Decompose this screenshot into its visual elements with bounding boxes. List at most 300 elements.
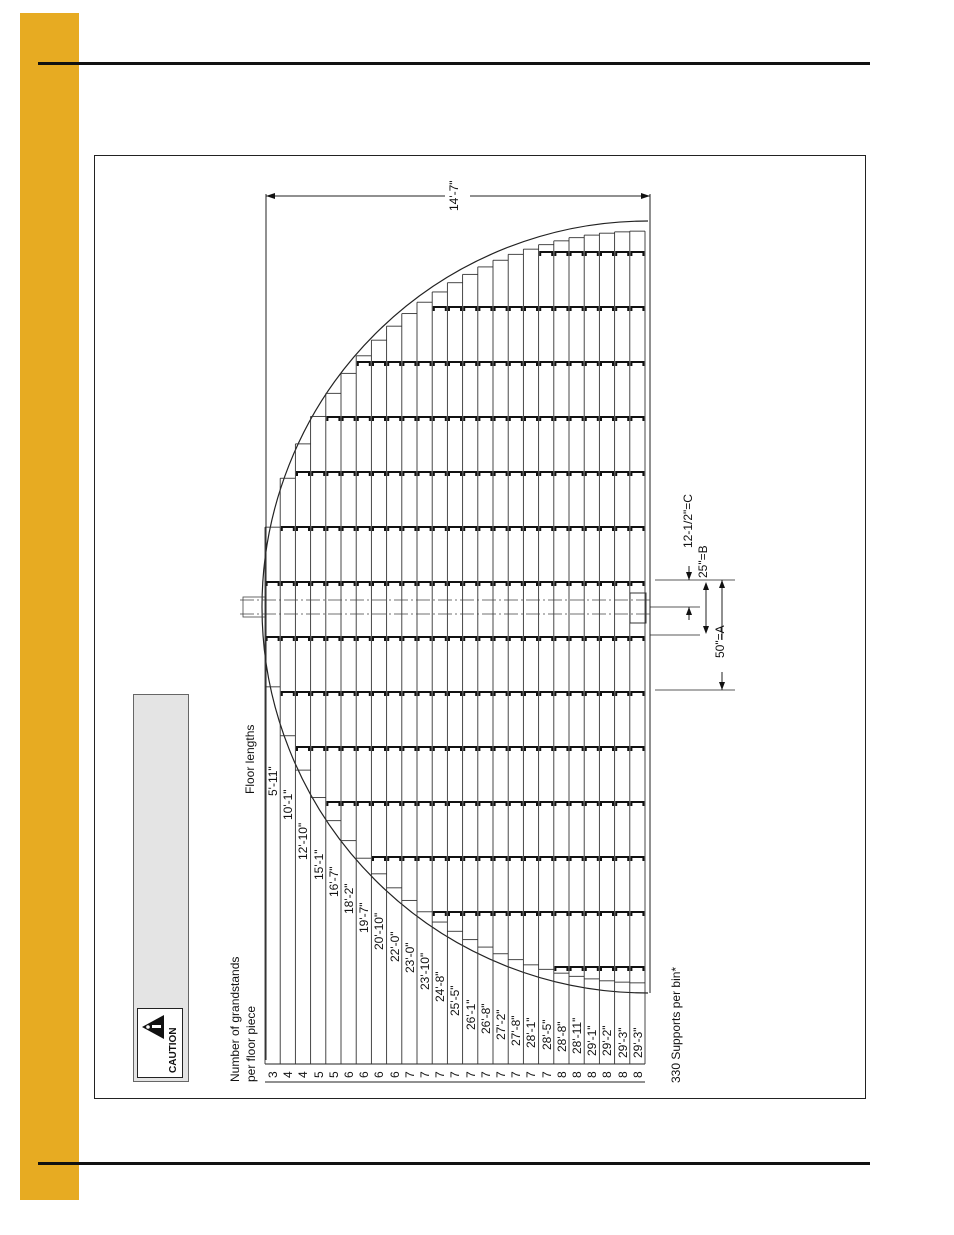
grandstand-support: [510, 417, 522, 421]
grandstand-count: 4: [296, 1071, 311, 1078]
arrowhead: [686, 572, 692, 580]
grandstand-support: [631, 252, 643, 256]
grandstand-support: [464, 472, 476, 476]
grandstand-support: [449, 527, 461, 531]
grandstand-support: [495, 802, 507, 806]
grandstand-support: [297, 527, 309, 531]
grandstand-support: [434, 417, 446, 421]
grandstand-support: [479, 527, 491, 531]
grandstand-support: [555, 692, 567, 696]
grandstand-support: [616, 912, 628, 916]
grandstand-support: [525, 582, 537, 586]
grandstand-support: [631, 582, 643, 586]
grandstand-count: 3: [266, 1071, 280, 1078]
grandstand-support: [403, 637, 415, 641]
grandstand-support: [358, 692, 370, 696]
grandstand-support: [479, 802, 491, 806]
grandstand-support: [419, 802, 431, 806]
grandstand-support: [631, 637, 643, 641]
grandstand-support: [449, 637, 461, 641]
grandstand-support: [555, 967, 567, 971]
grandstand-count: 8: [554, 1071, 569, 1078]
grandstand-support: [631, 802, 643, 806]
floor-length: 29'-3": [615, 1027, 630, 1058]
grandstand-support: [495, 637, 507, 641]
grandstand-support: [540, 307, 552, 311]
grandstand-support: [631, 747, 643, 751]
grandstand-support: [495, 747, 507, 751]
dimension-b-label: 25"=B: [696, 545, 710, 578]
grandstand-support: [327, 692, 339, 696]
grandstand-support: [586, 527, 598, 531]
grandstand-support: [601, 417, 613, 421]
floor-length: 19'-7": [357, 902, 372, 933]
grandstand-support: [631, 417, 643, 421]
floor-length: 25'-5": [448, 985, 463, 1016]
grandstand-support: [403, 417, 415, 421]
grandstand-support: [571, 912, 583, 916]
grandstand-support: [601, 967, 613, 971]
grandstand-support: [449, 802, 461, 806]
grandstand-support: [327, 637, 339, 641]
grandstand-support: [616, 582, 628, 586]
grandstand-support: [479, 362, 491, 366]
grandstand-support: [419, 637, 431, 641]
grandstand-count: 6: [357, 1071, 372, 1078]
grandstand-support: [434, 692, 446, 696]
grandstand-support: [525, 747, 537, 751]
grandstand-support: [312, 692, 324, 696]
grandstand-support: [525, 692, 537, 696]
grandstand-support: [510, 857, 522, 861]
grandstand-support: [388, 582, 400, 586]
grandstand-support: [555, 307, 567, 311]
grandstand-support: [479, 692, 491, 696]
grandstand-support: [327, 527, 339, 531]
grandstand-support: [373, 582, 385, 586]
grandstand-support: [373, 692, 385, 696]
floor-lengths-header: Floor lengths: [243, 724, 257, 794]
grandstand-support: [616, 362, 628, 366]
grandstand-support: [312, 472, 324, 476]
grandstand-support: [525, 912, 537, 916]
floor-length: 26'-1": [463, 999, 478, 1030]
grandstand-support: [631, 857, 643, 861]
grandstand-count: 8: [570, 1071, 584, 1078]
grandstand-count: 7: [402, 1071, 417, 1078]
floor-length: 27'-2": [494, 1009, 508, 1040]
grandstand-support: [510, 802, 522, 806]
grandstand-support: [434, 802, 446, 806]
floor-length: 22'-0": [387, 931, 402, 962]
grandstand-support: [343, 527, 355, 531]
grandstand-support: [388, 692, 400, 696]
grandstand-support: [388, 637, 400, 641]
grandstand-count: 7: [418, 1071, 432, 1078]
grandstand-support: [601, 637, 613, 641]
grandstand-support: [525, 637, 537, 641]
grandstand-support: [616, 967, 628, 971]
grandstand-support: [373, 747, 385, 751]
grandstand-support: [464, 637, 476, 641]
grandstand-count: 6: [387, 1071, 402, 1078]
grandstand-support: [510, 307, 522, 311]
grandstand-support: [540, 252, 552, 256]
grandstand-support: [525, 307, 537, 311]
arrowhead: [719, 682, 725, 690]
grandstand-support: [388, 472, 400, 476]
grandstand-support: [540, 527, 552, 531]
grandstand-support: [586, 582, 598, 586]
grandstand-support: [312, 582, 324, 586]
grandstand-support: [373, 802, 385, 806]
grandstand-support: [464, 912, 476, 916]
grandstand-support: [571, 417, 583, 421]
grandstand-support: [571, 747, 583, 751]
grandstand-support: [586, 692, 598, 696]
grandstand-support: [297, 582, 309, 586]
grandstand-support: [616, 417, 628, 421]
floor-length: 26'-8": [478, 1003, 493, 1034]
grandstand-support: [464, 857, 476, 861]
grandstand-support: [555, 472, 567, 476]
grandstand-support: [571, 252, 583, 256]
grandstand-support: [464, 747, 476, 751]
grandstand-support: [343, 747, 355, 751]
grandstand-support: [586, 857, 598, 861]
grandstand-support: [282, 582, 294, 586]
grandstand-support: [571, 472, 583, 476]
grandstand-support: [388, 417, 400, 421]
grandstand-support: [586, 637, 598, 641]
grandstand-support: [403, 692, 415, 696]
grandstand-support: [419, 472, 431, 476]
floor-length: 29'-3": [630, 1027, 645, 1058]
grandstand-support: [449, 307, 461, 311]
grandstand-support: [631, 472, 643, 476]
grandstand-support: [464, 417, 476, 421]
grandstand-support: [464, 307, 476, 311]
grandstand-support: [601, 692, 613, 696]
floor-length: 28'-11": [570, 1017, 584, 1054]
floor-length: 29'-1": [585, 1025, 600, 1056]
grandstand-support: [434, 637, 446, 641]
grandstand-support: [419, 747, 431, 751]
grandstand-support: [434, 307, 446, 311]
grandstand-support: [555, 362, 567, 366]
grandstand-count: 8: [585, 1071, 600, 1078]
grandstand-support: [312, 747, 324, 751]
grandstand-support: [601, 252, 613, 256]
grandstand-support: [388, 857, 400, 861]
grandstand-support: [555, 857, 567, 861]
grandstand-count: 4: [281, 1071, 296, 1078]
supports-note: 330 Supports per bin*: [669, 966, 683, 1083]
grandstand-support: [601, 802, 613, 806]
grandstand-support: [419, 417, 431, 421]
grandstand-support: [540, 472, 552, 476]
grandstand-support: [495, 417, 507, 421]
grandstand-support: [631, 362, 643, 366]
grandstand-support: [479, 637, 491, 641]
grandstand-support: [631, 912, 643, 916]
grandstand-support: [267, 582, 279, 586]
grandstand-support: [373, 857, 385, 861]
grandstand-support: [327, 747, 339, 751]
grandstand-support: [510, 362, 522, 366]
grandstand-support: [540, 802, 552, 806]
grandstand-support: [586, 967, 598, 971]
grandstand-support: [586, 362, 598, 366]
grandstand-support: [540, 747, 552, 751]
grandstand-support: [525, 802, 537, 806]
grandstand-support: [449, 692, 461, 696]
grandstand-support: [373, 527, 385, 531]
grandstand-support: [373, 362, 385, 366]
grandstand-count: 8: [630, 1071, 645, 1078]
grandstand-support: [571, 307, 583, 311]
grandstand-support: [449, 582, 461, 586]
floor-length: 27'-8": [509, 1015, 524, 1046]
grandstand-support: [479, 582, 491, 586]
caution-word: CAUTION: [168, 1027, 179, 1073]
grandstand-support: [449, 912, 461, 916]
grandstand-support: [571, 692, 583, 696]
grandstand-support: [449, 857, 461, 861]
grandstand-support: [571, 362, 583, 366]
floor-length: 28'-8": [554, 1021, 569, 1052]
grandstand-support: [403, 362, 415, 366]
grandstands-header-line2: per floor piece: [244, 1005, 258, 1082]
grandstand-support: [601, 472, 613, 476]
grandstand-support: [297, 747, 309, 751]
overall-width-label: 14'-7": [447, 180, 461, 211]
grandstand-support: [601, 527, 613, 531]
grandstand-support: [495, 912, 507, 916]
grandstand-support: [388, 802, 400, 806]
grandstand-support: [282, 637, 294, 641]
grandstand-support: [510, 637, 522, 641]
grandstand-support: [434, 582, 446, 586]
grandstand-support: [586, 747, 598, 751]
floor-length: 23'-0": [402, 942, 417, 973]
floor-length: 28'-1": [524, 1017, 539, 1048]
grandstand-support: [343, 637, 355, 641]
grandstand-support: [464, 802, 476, 806]
grandstand-support: [312, 637, 324, 641]
grandstand-support: [616, 692, 628, 696]
grandstand-support: [555, 417, 567, 421]
grandstand-support: [434, 472, 446, 476]
grandstand-support: [464, 582, 476, 586]
grandstand-support: [525, 527, 537, 531]
grandstand-support: [616, 802, 628, 806]
grandstand-support: [586, 307, 598, 311]
floor-length: 28'-5": [539, 1019, 554, 1050]
grandstand-support: [419, 857, 431, 861]
grandstand-support: [403, 472, 415, 476]
grandstand-support: [616, 527, 628, 531]
arrowhead: [686, 607, 692, 615]
grandstand-support: [555, 527, 567, 531]
grandstand-support: [601, 362, 613, 366]
grandstand-support: [555, 802, 567, 806]
grandstand-support: [327, 472, 339, 476]
grandstand-support: [358, 582, 370, 586]
grandstand-count: 7: [463, 1071, 478, 1078]
grandstand-support: [358, 637, 370, 641]
grandstand-support: [419, 362, 431, 366]
grandstand-support: [540, 912, 552, 916]
grandstand-support: [434, 527, 446, 531]
grandstand-support: [495, 362, 507, 366]
grandstand-support: [510, 472, 522, 476]
grandstands-header-line1: Number of grandstands: [228, 956, 242, 1082]
grandstand-support: [449, 747, 461, 751]
grandstand-support: [555, 912, 567, 916]
grandstand-count: 8: [600, 1071, 615, 1078]
floor-length: 16'-7": [326, 866, 341, 897]
grandstand-support: [571, 582, 583, 586]
arrowhead: [266, 193, 275, 199]
grandstand-support: [631, 967, 643, 971]
grandstand-count: 8: [615, 1071, 630, 1078]
grandstand-support: [601, 582, 613, 586]
grandstand-support: [343, 417, 355, 421]
grandstand-support: [282, 692, 294, 696]
grandstand-support: [510, 747, 522, 751]
grandstand-support: [358, 472, 370, 476]
grandstand-support: [403, 747, 415, 751]
grandstand-support: [358, 747, 370, 751]
grandstand-support: [373, 637, 385, 641]
grandstand-support: [631, 527, 643, 531]
grandstand-support: [403, 802, 415, 806]
grandstand-support: [479, 857, 491, 861]
grandstand-support: [631, 692, 643, 696]
grandstand-support: [616, 472, 628, 476]
grandstand-support: [297, 637, 309, 641]
arrowhead: [641, 193, 650, 199]
floor-length: 24'-8": [433, 971, 448, 1002]
grandstand-support: [343, 692, 355, 696]
grandstand-support: [616, 857, 628, 861]
grandstand-support: [601, 747, 613, 751]
grandstand-support: [358, 527, 370, 531]
grandstand-support: [510, 582, 522, 586]
grandstand-support: [297, 472, 309, 476]
grandstand-support: [601, 912, 613, 916]
grandstand-support: [388, 527, 400, 531]
arrowhead: [703, 626, 709, 634]
grandstand-support: [495, 307, 507, 311]
grandstand-support: [343, 802, 355, 806]
grandstand-support: [403, 582, 415, 586]
grandstand-count: 7: [539, 1071, 554, 1078]
grandstand-count: 7: [494, 1071, 508, 1078]
grandstand-support: [510, 692, 522, 696]
grandstand-count: 7: [448, 1071, 463, 1078]
grandstand-support: [616, 747, 628, 751]
grandstand-support: [495, 692, 507, 696]
grandstand-support: [601, 307, 613, 311]
grandstand-support: [525, 417, 537, 421]
grandstand-support: [555, 252, 567, 256]
dimension-a-label: 50"=A: [713, 625, 727, 658]
grandstand-support: [540, 362, 552, 366]
grandstand-support: [358, 802, 370, 806]
grandstand-support: [419, 692, 431, 696]
grandstand-support: [540, 637, 552, 641]
grandstand-support: [267, 637, 279, 641]
grandstand-support: [479, 912, 491, 916]
arrowhead: [719, 580, 725, 588]
grandstand-support: [464, 527, 476, 531]
grandstand-support: [555, 582, 567, 586]
grandstand-support: [327, 802, 339, 806]
grandstand-support: [358, 417, 370, 421]
grandstand-support: [479, 307, 491, 311]
grandstand-support: [616, 637, 628, 641]
grandstand-support: [510, 527, 522, 531]
grandstand-count: 6: [372, 1071, 387, 1078]
grandstand-support: [555, 747, 567, 751]
grandstand-support: [510, 912, 522, 916]
grandstand-support: [464, 692, 476, 696]
grandstand-support: [479, 417, 491, 421]
grandstand-support: [495, 857, 507, 861]
grandstand-support: [571, 527, 583, 531]
grandstand-support: [631, 307, 643, 311]
grandstand-support: [555, 637, 567, 641]
arrowhead: [703, 582, 709, 590]
grandstand-support: [586, 912, 598, 916]
grandstand-support: [586, 472, 598, 476]
grandstand-support: [434, 857, 446, 861]
grandstand-support: [616, 307, 628, 311]
floor-length: 20'-10": [372, 912, 387, 950]
grandstand-support: [525, 857, 537, 861]
grandstand-support: [434, 912, 446, 916]
floor-length: 29'-2": [600, 1025, 615, 1056]
grandstand-support: [419, 582, 431, 586]
grandstand-support: [571, 802, 583, 806]
grandstand-support: [601, 857, 613, 861]
grandstand-support: [343, 472, 355, 476]
grandstand-support: [586, 252, 598, 256]
grandstand-support: [297, 692, 309, 696]
grandstand-support: [358, 362, 370, 366]
grandstand-support: [540, 582, 552, 586]
grandstand-support: [373, 472, 385, 476]
grandstand-count: 5: [326, 1071, 341, 1078]
grandstand-support: [495, 472, 507, 476]
grandstand-support: [495, 582, 507, 586]
grandstand-support: [449, 472, 461, 476]
grandstand-support: [327, 417, 339, 421]
grandstand-count: 7: [433, 1071, 448, 1078]
grandstand-count: 7: [478, 1071, 493, 1078]
grandstand-support: [449, 362, 461, 366]
floor-length: 18'-2": [342, 883, 356, 914]
grandstand-support: [312, 527, 324, 531]
grandstand-support: [434, 747, 446, 751]
grandstand-count: 6: [342, 1071, 356, 1078]
grandstand-support: [525, 362, 537, 366]
floor-length: 23'-10": [418, 952, 432, 990]
grandstand-count: 7: [509, 1071, 524, 1078]
grandstand-support: [540, 857, 552, 861]
